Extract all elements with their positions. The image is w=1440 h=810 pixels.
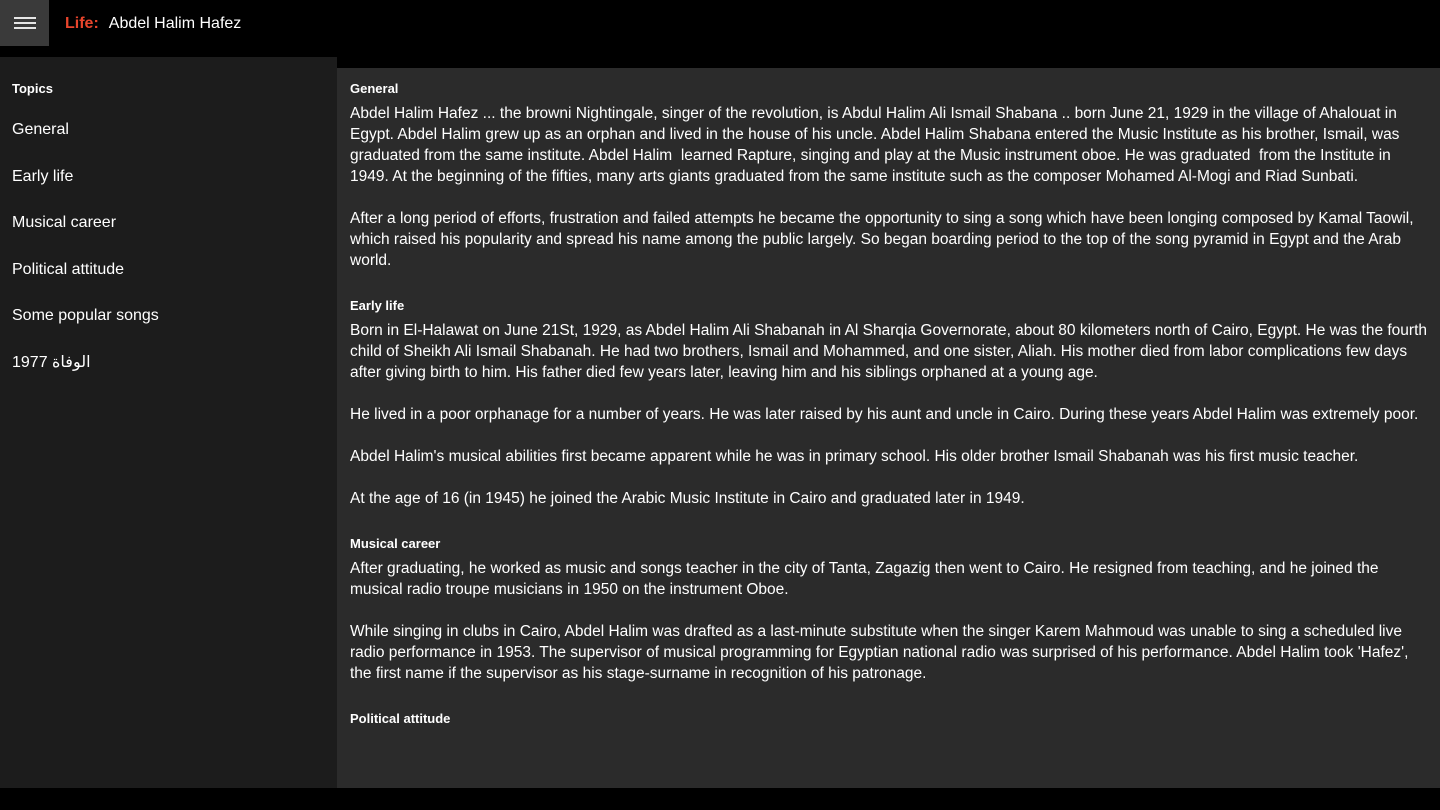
paragraph: At the age of 16 (in 1945) he joined the Arabic Music Institute in Cairo and graduated later in 1949. (350, 490, 1025, 507)
topic-list (0, 115, 337, 394)
paragraph: After a long period of efforts, frustration and failed attempts he became the opportunity to sing a song which have been longing composed by Kamal Taowil, which raised his popularity and spread his name among the public largely. So began boarding period to the top of the song pyramid in Egypt and the Arab world. (350, 210, 1418, 269)
section-early-life (350, 297, 1432, 509)
page-title-name: Abdel Halim Hafez (108, 15, 242, 32)
section-musical-career (350, 535, 1432, 684)
page-title (65, 15, 241, 33)
sidebar (0, 57, 337, 788)
paragraph: After graduating, he worked as music and songs teacher in the city of Tanta, Zagazig then went to Cairo. He resigned from teaching, and he joined the musical radio troupe musicians in 1950 on the instrument Oboe. (350, 560, 1383, 598)
hamburger-line-icon (14, 27, 36, 29)
paragraph: Abdel Halim Hafez ... the browni Nightingale, singer of the revolution, is Abdul Halim Ali Ismail Shabana .. born June 21, 1929 in the village of Ahalouat in Egypt. Abdel Halim grew up as an orphan and lived in the house of his uncle. Abdel Halim Shabana entered the Music Institute as his brother, Ismail, was graduated from the same institute. Abdel Halim learned Rapture, singing and play at the Music instrument oboe. He was graduated from the Institute in 1949. At the beginning of the fifties, many arts giants graduated from the same institute such as the composer Mohamed Al-Mogi and Riad Sunbati. (350, 105, 1404, 185)
article-content[interactable] (337, 68, 1440, 788)
article-body (350, 80, 1432, 753)
section-general (350, 80, 1432, 271)
sidebar-item-early-life[interactable]: Early life (12, 167, 74, 185)
paragraph: He lived in a poor orphanage for a number of years. He was later raised by his aunt and uncle in Cairo. During these years Abdel Halim was extremely poor. (350, 406, 1419, 423)
bottom-bar (0, 788, 1440, 810)
page-title-prefix: Life: (65, 15, 99, 32)
paragraph: Born in El-Halawat on June 21St, 1929, as Abdel Halim Ali Shabanah in Al Sharqia Governorate, about 80 kilometers north of Cairo, Egypt. He was the fourth child of Sheikh Ali Ismail Shabanah. He had two brothers, Ismail and Mohammed, and one sister, Aliah. His mother died from labor complications few days after giving birth to him. His father died few years later, leaving him and his siblings orphaned at a young age. (350, 322, 1432, 381)
sidebar-item-death-1977[interactable]: 1977 الوفاة (12, 353, 91, 371)
hamburger-line-icon (14, 22, 36, 24)
sidebar-heading: Topics (12, 81, 53, 96)
section-title: Political attitude (350, 711, 451, 726)
section-title: General (350, 81, 399, 96)
hamburger-line-icon (14, 17, 36, 19)
paragraph: Abdel Halim's musical abilities first became apparent while he was in primary school. His older brother Ismail Shabanah was his first music teacher. (350, 448, 1359, 465)
paragraph: While singing in clubs in Cairo, Abdel Halim was drafted as a last-minute substitute when the singer Karem Mahmoud was unable to sing a scheduled live radio performance in 1953. The supervisor of musical programming for Egyptian national radio was surprised of his performance. Abdel Halim took 'Hafez', the first name if the supervisor as his stage-surname in recognition of his patronage. (350, 623, 1413, 682)
section-political-attitude (350, 710, 1432, 727)
hamburger-menu-button[interactable] (0, 0, 49, 46)
sidebar-item-political-attitude[interactable]: Political attitude (12, 260, 125, 278)
sidebar-item-musical-career[interactable]: Musical career (12, 214, 117, 231)
sidebar-item-popular-songs[interactable]: Some popular songs (12, 307, 159, 324)
title-bar (0, 0, 1440, 57)
sidebar-item-general[interactable]: General (12, 121, 69, 138)
section-title: Musical career (350, 536, 441, 551)
section-title: Early life (350, 298, 405, 313)
